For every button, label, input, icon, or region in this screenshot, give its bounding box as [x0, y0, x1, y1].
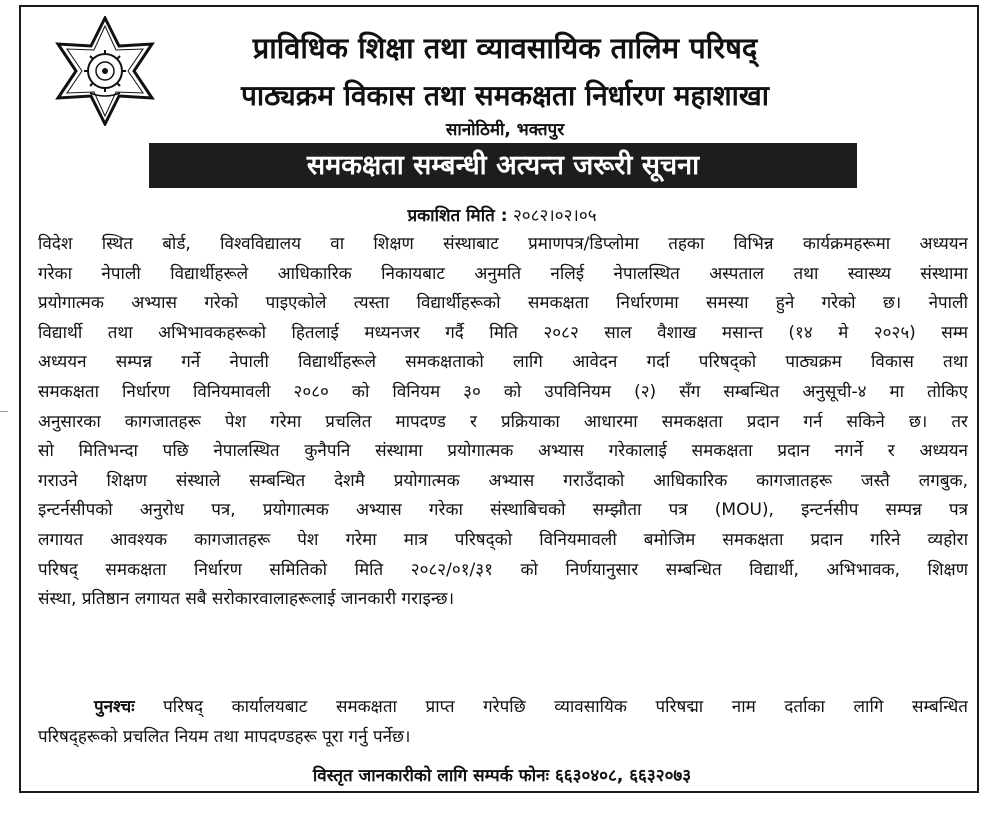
body-line: सो मितिभन्दा पछि नेपालस्थित कुनैपनि संस्थामा प्रयोगात्मक अभ्यास गरेकालाई समकक्षता प्रदान नगर्ने र अध्ययन	[38, 441, 968, 462]
published-label: प्रकाशित मिति :	[407, 206, 508, 226]
notice-title: समकक्षता सम्बन्धी अत्यन्त जरूरी सूचना	[149, 143, 857, 188]
council-emblem-icon	[50, 16, 160, 126]
published-date-line	[0, 203, 1004, 226]
body-line: गराउने शिक्षण संस्थाले सम्बन्धित देशमै प्रयोगात्मक अभ्यास गराउँदाको आधिकारिक कागजातहरू जस्तै लगबुक,	[38, 470, 968, 491]
contact-line: विस्तृत जानकारीको लागि सम्पर्क फोनः ६६३०४०८, ६६३२०७३	[312, 766, 692, 786]
postscript-line: परिषद्हरूको प्रचलित नियम तथा मापदण्डहरू पूरा गर्नु पर्नेछ।	[38, 726, 411, 747]
body-line: अनुसारका कागजातहरू पेश गरेमा प्रचलित मापदण्ड र प्रक्रियाका आधारमा समकक्षता प्रदान गर्न सकिने छ। तर	[38, 411, 968, 432]
body-line: लगायत आवश्यक कागजातहरू पेश गरेमा मात्र परिषद्को विनियमावली बमोजिम समकक्षता प्रदान गरिने व्यहोरा	[38, 529, 968, 550]
division-name: पाठ्यक्रम विकास तथा समकक्षता निर्धारण महाशाखा	[240, 79, 770, 112]
body-line: संस्था, प्रतिष्ठान लगायत सबै सरोकारवालाहरूलाई जानकारी गराइन्छ।	[38, 589, 455, 610]
published-date: २०८२।०२।०५	[512, 206, 597, 226]
body-line: समकक्षता निर्धारण विनियमावली २०८० को विनियम ३० को उपविनियम (२) सँग सम्बन्धित अनुसूची-४ मा तोकिए	[38, 381, 968, 402]
postscript	[38, 693, 968, 752]
postscript-label: पुनश्चः	[94, 697, 135, 717]
body-line: अध्ययन सम्पन्न गर्ने नेपाली विद्यार्थीहरूले समकक्षताको लागि आवेदन गर्दा परिषद्को पाठ्यक्रम विकास तथा	[38, 352, 968, 373]
body-line: परिषद् समकक्षता निर्धारण समितिको मिति २०८२/०१/३१ को निर्णयानुसार सम्बन्धित विद्यार्थी, अभिभावक, शिक्षण	[38, 559, 968, 580]
location: सानोठिमी, भक्तपुर	[445, 120, 565, 140]
edge-mark	[0, 411, 8, 412]
body-line: विदेश स्थित बोर्ड, विश्वविद्यालय वा शिक्षण संस्थाबाट प्रमाणपत्र/डिप्लोमा तहका विभिन्न कार्यक्रमहरूमा अध्ययन	[38, 234, 968, 254]
body-line: प्रयोगात्मक अभ्यास गरेको पाइएकोले त्यस्ता विद्यार्थीहरूको समकक्षता निर्धारणमा समस्या हुने गरेको छ। नेपाली	[38, 293, 968, 314]
body-line: इन्टर्नसीपको अनुरोध पत्र, प्रयोगात्मक अभ्यास गरेका संस्थाबिचको सम्झौता पत्र (MOU), इन्टर्नसीप सम्पन्न पत्र	[38, 500, 968, 521]
notice-body	[38, 230, 968, 615]
org-name: प्राविधिक शिक्षा तथा व्यावसायिक तालिम परिषद्	[252, 31, 758, 65]
body-line: विद्यार्थी तथा अभिभावकहरूको हितलाई मध्यनजर गर्दै मिति २०८२ साल वैशाख मसान्त (१४ मे २०२५) सम्म	[38, 322, 968, 343]
body-line: गरेका नेपाली विद्यार्थीहरूले आधिकारिक निकायबाट अनुमति नलिई नेपालस्थित अस्पताल तथा स्वास्थ्य संस्थामा	[38, 263, 968, 284]
postscript-line	[38, 693, 968, 723]
postscript-text: परिषद् कार्यालयबाट समकक्षता प्राप्त गरेपछि व्यावसायिक परिषद्मा नाम दर्ताका लागि सम्बन्धित	[163, 697, 968, 717]
